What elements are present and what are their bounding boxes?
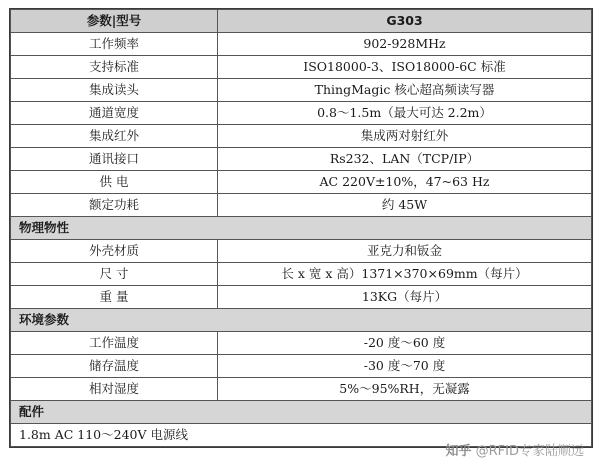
row-label: 通讯接口 [11,148,218,171]
row-value: 13KG（每片） [218,286,592,309]
row-label: 额定功耗 [11,194,218,217]
row-value: 902-928MHz [218,33,592,56]
watermark-handle: @RFID专家陆顺远 [475,444,584,459]
row-label: 支持标准 [11,56,218,79]
table-row [11,263,592,286]
row-label: 外壳材质 [11,240,218,263]
row-value: -20 度～60 度 [218,332,592,355]
row-label: 工作温度 [11,332,218,355]
row-value: 0.8～1.5m（最大可达 2.2m） [218,102,592,125]
table-row [11,378,592,401]
spec-table [10,9,592,447]
section-title: 物理物性 [11,217,592,240]
table-row [11,171,592,194]
table-row [11,355,592,378]
table-row [11,286,592,309]
row-label: 尺 寸 [11,263,218,286]
accessory-item: 1.8m AC 110～240V 电源线 [11,424,592,447]
table-row [11,332,592,355]
section-title: 环境参数 [11,309,592,332]
section-title: 配件 [11,401,592,424]
row-value: Rs232、LAN（TCP/IP） [218,148,592,171]
row-value: ThingMagic 核心超高频读写器 [218,79,592,102]
row-label: 工作频率 [11,33,218,56]
row-value: AC 220V±10%，47~63 Hz [218,171,592,194]
section-row-accessories [11,401,592,424]
row-label: 重 量 [11,286,218,309]
row-label: 通道宽度 [11,102,218,125]
table-row [11,102,592,125]
row-label: 集成读头 [11,79,218,102]
row-value: 约 45W [218,194,592,217]
row-label: 供 电 [11,171,218,194]
table-row [11,148,592,171]
watermark [445,440,584,459]
zhihu-logo: 知乎 [445,444,472,459]
row-label: 储存温度 [11,355,218,378]
row-value: 长 x 宽 x 高）1371×370×69mm（每片） [218,263,592,286]
model-name: G303 [218,10,592,33]
table-row [11,194,592,217]
section-row-physical [11,217,592,240]
table-row [11,79,592,102]
header-row [11,10,592,33]
spec-table-sheet [9,8,593,448]
row-value: 集成两对射红外 [218,125,592,148]
table-row [11,56,592,79]
row-label: 相对湿度 [11,378,218,401]
row-value: 5%～95%RH，无凝露 [218,378,592,401]
row-label: 集成红外 [11,125,218,148]
table-row [11,125,592,148]
table-row [11,33,592,56]
row-value: ISO18000-3、ISO18000-6C 标准 [218,56,592,79]
row-value: 亚克力和钣金 [218,240,592,263]
table-row [11,240,592,263]
header-label: 参数|型号 [11,10,218,33]
section-row-environment [11,309,592,332]
row-value: -30 度～70 度 [218,355,592,378]
